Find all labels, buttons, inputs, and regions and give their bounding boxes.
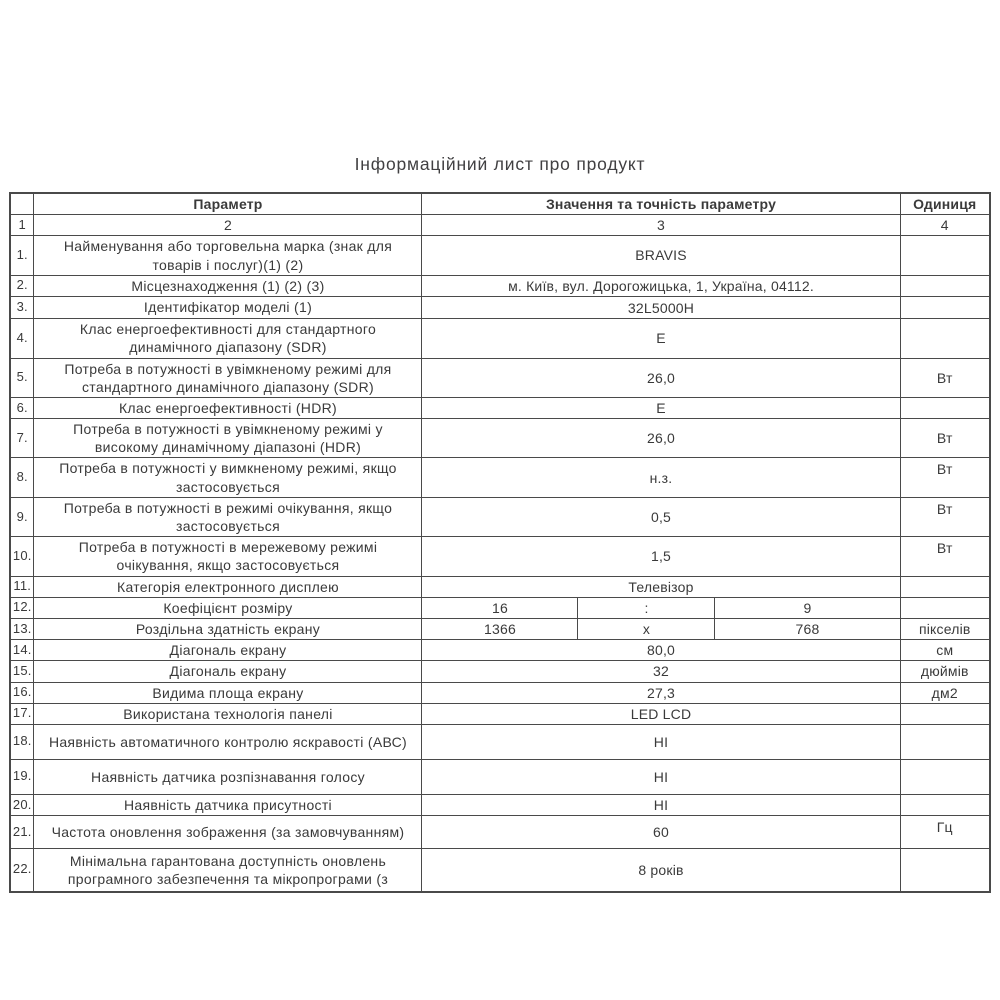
value-cell: 80,0	[422, 640, 900, 661]
table-row	[10, 682, 990, 703]
row-number: 13.	[10, 618, 34, 639]
value-cell: м. Київ, вул. Дорогожицька, 1, Україна, 04112.	[422, 275, 900, 296]
unit-cell: дм2	[900, 682, 990, 703]
table-row	[10, 849, 990, 892]
header-unit: Одиниця	[900, 193, 990, 215]
param-cell: Використана технологія панелі	[34, 703, 422, 724]
table-row	[10, 661, 990, 682]
unit-cell	[900, 319, 990, 358]
value-cell: 1,5	[422, 537, 900, 576]
value-cell: LED LCD	[422, 703, 900, 724]
unit-cell: дюймів	[900, 661, 990, 682]
row-number: 9.	[10, 497, 34, 536]
row-number: 4.	[10, 319, 34, 358]
table-header-row	[10, 193, 990, 215]
row-number: 15.	[10, 661, 34, 682]
table-row	[10, 397, 990, 418]
param-cell: Потреба в потужності у вимкненому режимі, якщо застосовується	[34, 458, 422, 497]
table-row	[10, 358, 990, 397]
table-row	[10, 296, 990, 318]
table-row	[10, 816, 990, 849]
unit-cell: Вт	[900, 458, 990, 497]
table-row	[10, 576, 990, 597]
header-parameter: Параметр	[34, 193, 422, 215]
table-row	[10, 724, 990, 759]
table-row	[10, 319, 990, 358]
param-cell: Потреба в потужності в режимі очікування, якщо застосовується	[34, 497, 422, 536]
row-number: 21.	[10, 816, 34, 849]
unit-cell	[900, 703, 990, 724]
param-cell: Мінімальна гарантована доступність оновлень програмного забезпечення та мікропрограми (з	[34, 849, 422, 892]
table-row	[10, 640, 990, 661]
value-cell: 26,0	[422, 358, 900, 397]
unit-cell: Вт	[900, 419, 990, 458]
row-number: 7.	[10, 419, 34, 458]
table-row	[10, 275, 990, 296]
value-cell: E	[422, 397, 900, 418]
value-cell-ratio-separator: :	[578, 597, 715, 618]
product-info-table	[9, 192, 991, 893]
table-row	[10, 794, 990, 815]
row-number: 16.	[10, 682, 34, 703]
row-number: 6.	[10, 397, 34, 418]
row-number: 5.	[10, 358, 34, 397]
row-number: 3.	[10, 296, 34, 318]
value-cell: НІ	[422, 724, 900, 759]
value-cell-resolution-height: 768	[715, 618, 900, 639]
value-cell: 32L5000H	[422, 296, 900, 318]
value-cell: 60	[422, 816, 900, 849]
row-number: 19.	[10, 759, 34, 794]
table-row	[10, 597, 990, 618]
param-cell: Коефіцієнт розміру	[34, 597, 422, 618]
unit-cell	[900, 576, 990, 597]
value-cell-resolution-width: 1366	[422, 618, 578, 639]
header-value: Значення та точність параметру	[422, 193, 900, 215]
column-number: 2	[34, 215, 422, 236]
value-cell: E	[422, 319, 900, 358]
value-cell-ratio-width: 16	[422, 597, 578, 618]
unit-cell	[900, 597, 990, 618]
row-number: 22.	[10, 849, 34, 892]
value-cell: BRAVIS	[422, 236, 900, 275]
row-number: 11.	[10, 576, 34, 597]
unit-cell: см	[900, 640, 990, 661]
param-cell: Наявність датчика присутності	[34, 794, 422, 815]
param-cell: Потреба в потужності в мережевому режимі очікування, якщо застосовується	[34, 537, 422, 576]
row-number: 14.	[10, 640, 34, 661]
value-cell: НІ	[422, 759, 900, 794]
param-cell: Потреба в потужності в увімкненому режимі для стандартного динамічного діапазону (SDR)	[34, 358, 422, 397]
unit-cell	[900, 397, 990, 418]
table-row	[10, 236, 990, 275]
unit-cell	[900, 724, 990, 759]
table-row	[10, 419, 990, 458]
param-cell: Клас енергоефективності для стандартного динамічного діапазону (SDR)	[34, 319, 422, 358]
param-cell: Місцезнаходження (1) (2) (3)	[34, 275, 422, 296]
row-number: 12.	[10, 597, 34, 618]
value-cell: 32	[422, 661, 900, 682]
param-cell: Частота оновлення зображення (за замовчуванням)	[34, 816, 422, 849]
row-number: 18.	[10, 724, 34, 759]
unit-cell: пікселів	[900, 618, 990, 639]
value-cell: НІ	[422, 794, 900, 815]
value-cell: 27,3	[422, 682, 900, 703]
unit-cell	[900, 759, 990, 794]
param-cell: Потреба в потужності в увімкненому режимі у високому динамічному діапазоні (HDR)	[34, 419, 422, 458]
table-row	[10, 703, 990, 724]
value-cell: 26,0	[422, 419, 900, 458]
param-cell: Діагональ екрану	[34, 640, 422, 661]
table-row	[10, 497, 990, 536]
param-cell: Наявність автоматичного контролю яскравості (АВС)	[34, 724, 422, 759]
param-cell: Найменування або торговельна марка (знак для товарів і послуг)(1) (2)	[34, 236, 422, 275]
unit-cell: Вт	[900, 358, 990, 397]
value-cell-resolution-separator: х	[578, 618, 715, 639]
table-row	[10, 537, 990, 576]
column-number: 1	[10, 215, 34, 236]
param-cell: Ідентифікатор моделі (1)	[34, 296, 422, 318]
unit-cell	[900, 296, 990, 318]
row-number: 8.	[10, 458, 34, 497]
param-cell: Категорія електронного дисплею	[34, 576, 422, 597]
row-number: 17.	[10, 703, 34, 724]
unit-cell: Гц	[900, 816, 990, 849]
table-row	[10, 759, 990, 794]
unit-cell	[900, 794, 990, 815]
param-cell: Наявність датчика розпізнавання голосу	[34, 759, 422, 794]
row-number: 10.	[10, 537, 34, 576]
unit-cell	[900, 849, 990, 892]
value-cell: 0,5	[422, 497, 900, 536]
value-cell: Телевізор	[422, 576, 900, 597]
unit-cell	[900, 236, 990, 275]
param-cell: Роздільна здатність екрану	[34, 618, 422, 639]
unit-cell: Вт	[900, 497, 990, 536]
value-cell-ratio-height: 9	[715, 597, 900, 618]
param-cell: Клас енергоефективності (HDR)	[34, 397, 422, 418]
header-number-cell	[10, 193, 34, 215]
value-cell: 8 років	[422, 849, 900, 892]
column-numbers-row	[10, 215, 990, 236]
row-number: 2.	[10, 275, 34, 296]
value-cell: н.з.	[422, 458, 900, 497]
table-row	[10, 458, 990, 497]
column-number: 4	[900, 215, 990, 236]
unit-cell: Вт	[900, 537, 990, 576]
row-number: 1.	[10, 236, 34, 275]
unit-cell	[900, 275, 990, 296]
param-cell: Діагональ екрану	[34, 661, 422, 682]
column-number: 3	[422, 215, 900, 236]
row-number: 20.	[10, 794, 34, 815]
param-cell: Видима площа екрану	[34, 682, 422, 703]
table-row	[10, 618, 990, 639]
page-title: Інформаційний лист про продукт	[354, 154, 646, 174]
